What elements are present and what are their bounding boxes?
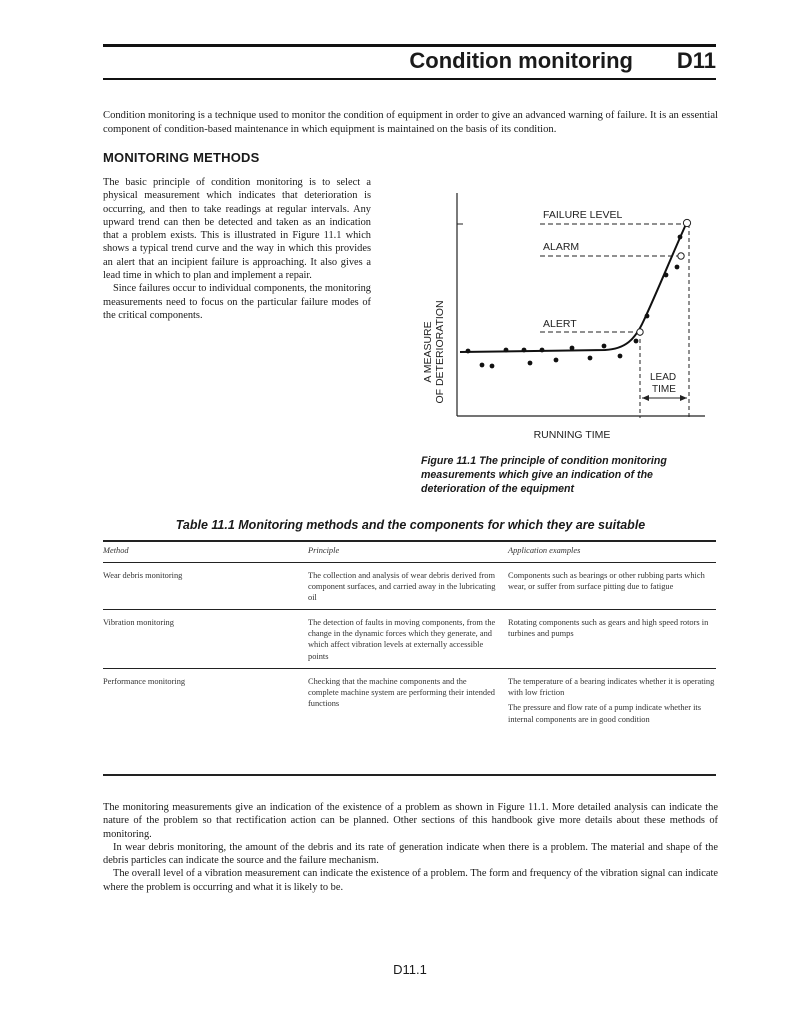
table-header-rule <box>103 562 716 563</box>
y-axis-label-line1: A MEASURE <box>422 321 434 383</box>
cell-method: Vibration monitoring <box>103 618 174 627</box>
alert-crossing-marker <box>637 329 643 335</box>
lead-time-arrowhead-right <box>680 395 687 401</box>
lead-time-label-line2: TIME <box>652 384 676 395</box>
cell-principle: Checking that the machine components and the complete machine system are performing their intended functions <box>308 677 495 709</box>
data-point <box>490 364 495 369</box>
trend-figure <box>400 190 710 445</box>
table-header-examples: Application examples <box>508 546 581 555</box>
figure-caption: Figure 11.1 The principle of condition monitoring measurements which give an indication of the deterioration of the equipment <box>421 455 667 495</box>
data-point <box>554 358 559 363</box>
measurement-points <box>466 235 683 369</box>
y-axis-label-line2: OF DETERIORATION <box>434 300 446 404</box>
failure-level-label: FAILURE LEVEL <box>543 209 623 221</box>
cell-examples <box>508 676 716 729</box>
data-point <box>602 344 607 349</box>
data-point <box>678 235 683 240</box>
data-point <box>466 349 471 354</box>
cell-examples <box>508 570 716 596</box>
alarm-crossing-marker <box>678 253 684 259</box>
x-axis-label: RUNNING TIME <box>533 429 611 441</box>
cell-principle: The collection and analysis of wear debris derived from component surfaces, and carried away in the lubricating oil <box>308 571 496 603</box>
header-bottom-rule <box>103 78 716 80</box>
page-title: Condition monitoring <box>409 48 633 73</box>
lead-time-label-line1: LEAD <box>650 372 677 383</box>
intro-paragraph: Condition monitoring is a technique used to monitor the condition of equipment in order to give an advanced warning of failure. It is an essential component of condition-based maintenance in which equipment is maintained on the basis of its condition. <box>103 110 718 135</box>
example-text: Components such as bearings or other rubbing parts which wear, or suffer from surface pitting due to fatigue <box>508 571 705 592</box>
data-point <box>675 265 680 270</box>
example-text: The temperature of a bearing indicates whether it is operating with low friction <box>508 677 715 698</box>
example-text: The pressure and flow rate of a pump indicate whether its internal components are in good condition <box>508 703 702 724</box>
failure-crossing-marker <box>683 219 690 226</box>
table-row-rule <box>103 609 716 610</box>
table-header-method: Method <box>103 546 129 555</box>
table-top-rule <box>103 540 716 542</box>
data-point <box>588 356 593 361</box>
data-point <box>528 361 533 366</box>
cell-method: Performance monitoring <box>103 677 186 686</box>
closing-paragraph: In wear debris monitoring, the amount of the debris and its rate of generation indicate when there is a problem. The material and shape of the debris particles can indicate the source and the failure mechanism. <box>103 841 718 867</box>
section-code: D11 <box>676 48 716 73</box>
page-number: D11.1 <box>393 962 427 977</box>
cell-method: Wear debris monitoring <box>103 571 183 580</box>
methods-paragraph: The basic principle of condition monitoring is to select a physical measurement which indicates that deterioration is occurring, and then to take readings at regular intervals. Any upward trend can then be detected and taken as an indication that a problem exists. This is illustrated in Figure 11.1 which shows a typical trend curve and the way in which this provides an alert that an incipient failure is approaching. It also gives a lead time in which to plan and implement a repair. <box>103 177 371 282</box>
data-point <box>504 348 509 353</box>
data-point <box>618 354 623 359</box>
table-header-principle: Principle <box>308 546 340 555</box>
header-top-rule <box>103 44 716 47</box>
lead-time-arrowhead-left <box>642 395 649 401</box>
closing-paragraph: The overall level of a vibration measurement can indicate the existence of a problem. The form and frequency of the vibration signal can indicate where the problem is occurring and what it is likely to be. <box>103 868 718 893</box>
methods-paragraph: Since failures occur to individual components, the monitoring measurements need to focus on the particular failure modes of the critical components. <box>103 283 371 321</box>
data-point <box>480 363 485 368</box>
data-point <box>664 273 669 278</box>
data-point <box>570 346 575 351</box>
cell-examples <box>508 617 716 643</box>
data-point <box>645 314 650 319</box>
table-title: Table 11.1 Monitoring methods and the components for which they are suitable <box>175 518 646 532</box>
cell-principle: The detection of faults in moving components, from the change in the dynamic forces which they generate, and which affect vibration levels at externally accessible points <box>308 618 496 661</box>
data-point <box>634 339 639 344</box>
table-bottom-rule <box>103 774 716 776</box>
methods-text <box>103 176 371 322</box>
example-text: Rotating components such as gears and high speed rotors in turbines and pumps <box>508 618 709 639</box>
closing-text <box>103 801 718 894</box>
alarm-label: ALARM <box>543 241 580 253</box>
section-heading: MONITORING METHODS <box>103 150 260 165</box>
data-point <box>522 348 527 353</box>
alert-label: ALERT <box>543 318 577 330</box>
data-point <box>540 348 545 353</box>
table-row-rule <box>103 668 716 669</box>
closing-paragraph: The monitoring measurements give an indication of the existence of a problem as shown in Figure 11.1. More detailed analysis can indicate the nature of the problem so that rectification action can be planned. Other sections of this handbook give more details about these methods of monitoring. <box>103 802 718 840</box>
